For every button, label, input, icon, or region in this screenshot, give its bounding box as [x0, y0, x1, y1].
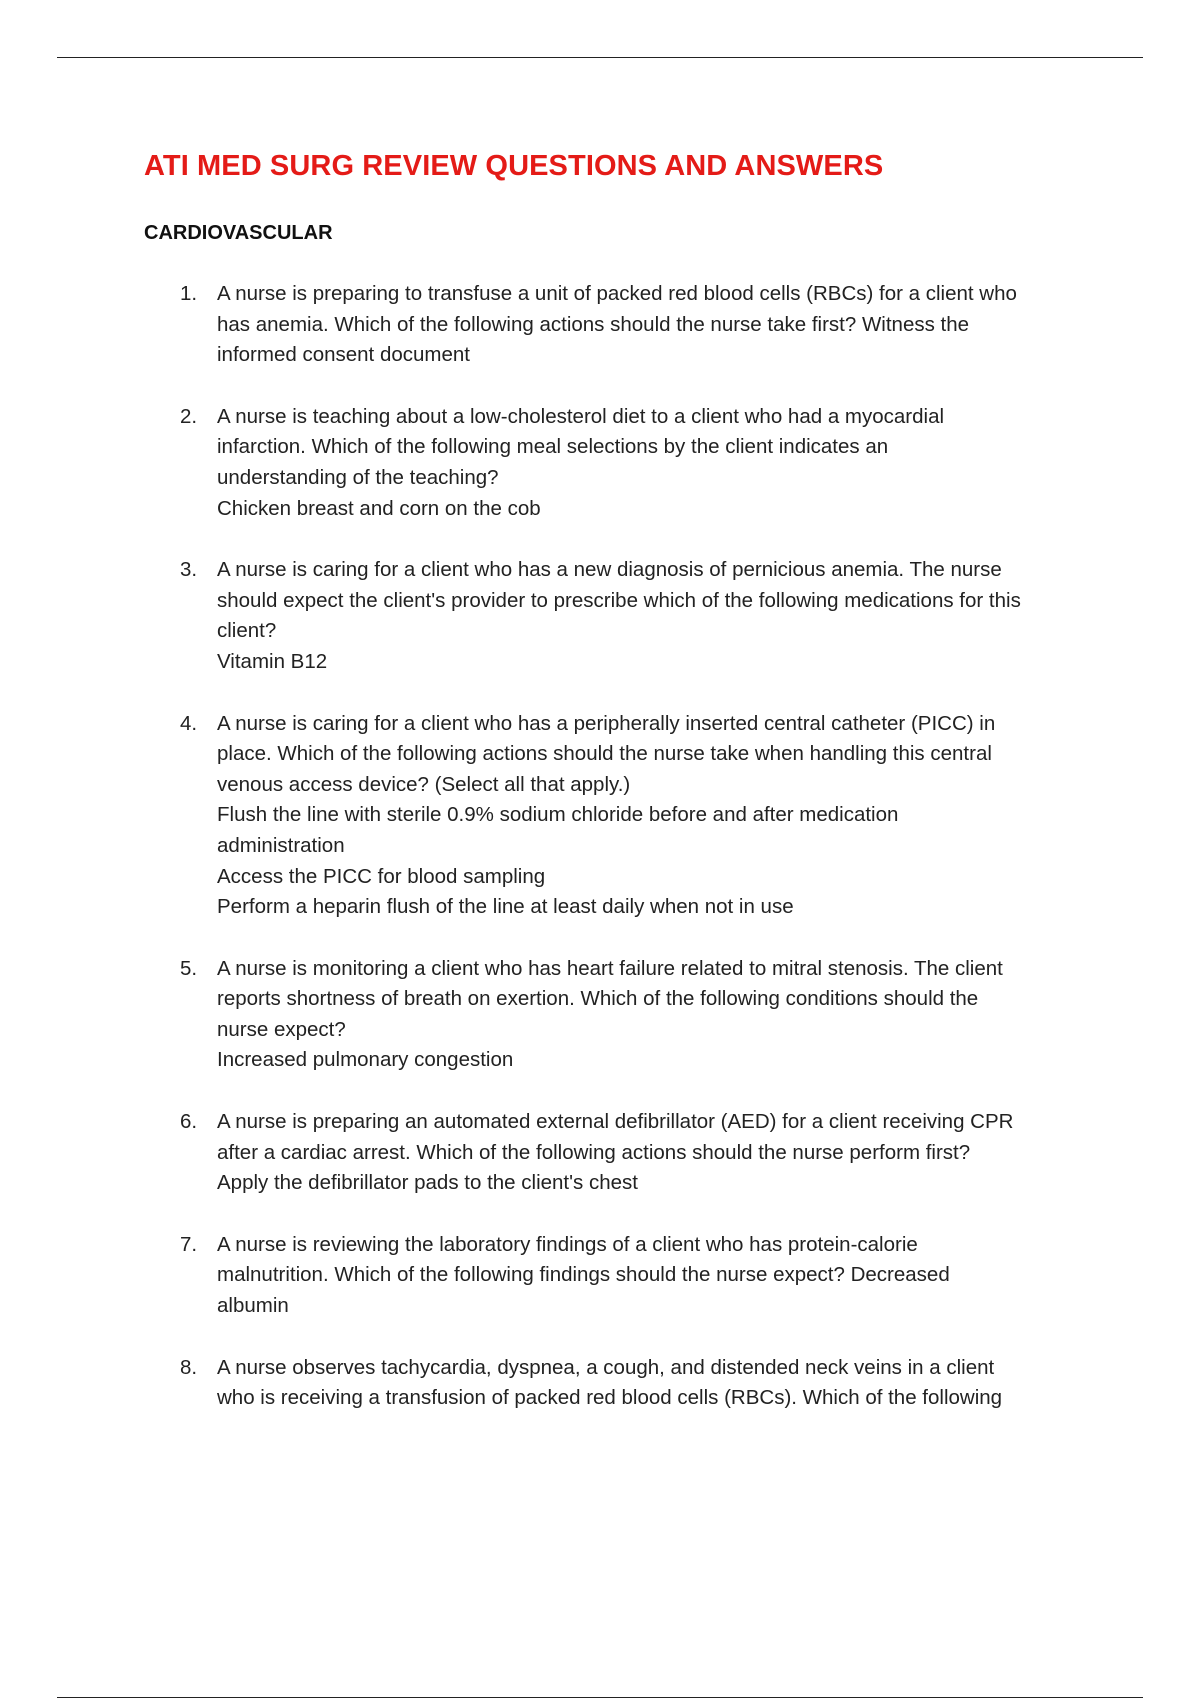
answer-line: Vitamin B12 [217, 649, 328, 673]
question-line: malnutrition. Which of the following findings should the nurse expect? Decreased [217, 1263, 950, 1287]
question-line: after a cardiac arrest. Which of the following actions should the nurse perform first? [217, 1140, 971, 1164]
question-line: who is receiving a transfusion of packed red blood cells (RBCs). Which of the following [217, 1386, 1003, 1410]
question-number: 7. [180, 1232, 198, 1256]
section-heading: CARDIOVASCULAR [144, 222, 333, 244]
question-number: 3. [180, 558, 198, 582]
question-item-5 [0, 954, 1200, 1076]
question-line: albumin [217, 1294, 289, 1318]
question-item-2 [0, 402, 1200, 524]
question-number: 5. [180, 956, 198, 980]
question-item-6 [0, 1107, 1200, 1199]
bottom-divider [57, 1697, 1143, 1698]
question-line: A nurse is reviewing the laboratory findings of a client who has protein-calorie [217, 1232, 918, 1256]
question-line: reports shortness of breath on exertion. Which of the following conditions should the [217, 987, 979, 1011]
answer-line: Increased pulmonary congestion [217, 1048, 514, 1072]
question-line: A nurse is preparing an automated external defibrillator (AED) for a client receiving CPR [217, 1110, 1014, 1134]
question-item-7 [0, 1230, 1200, 1322]
question-line: nurse expect? [217, 1017, 346, 1041]
answer-line: Access the PICC for blood sampling [217, 864, 546, 888]
question-list [0, 279, 1200, 1445]
question-number: 8. [180, 1355, 198, 1379]
question-line: A nurse is caring for a client who has a peripherally inserted central catheter (PICC) in [217, 711, 996, 735]
document-title: ATI MED SURG REVIEW QUESTIONS AND ANSWERS [144, 150, 884, 182]
question-line: informed consent document [217, 343, 470, 367]
question-item-3 [0, 555, 1200, 677]
question-number: 1. [180, 282, 198, 305]
question-line: should expect the client's provider to prescribe which of the following medications for this [217, 588, 1021, 612]
question-line: A nurse is preparing to transfuse a unit of packed red blood cells (RBCs) for a client who [217, 282, 1017, 305]
question-line: A nurse is teaching about a low-cholesterol diet to a client who had a myocardial [217, 404, 945, 428]
question-item-4 [0, 709, 1200, 923]
question-line: has anemia. Which of the following actions should the nurse take first? Witness the [217, 312, 970, 336]
question-number: 2. [180, 404, 198, 428]
question-line: infarction. Which of the following meal selections by the client indicates an [217, 435, 889, 459]
question-line: client? [217, 619, 277, 643]
question-line: place. Which of the following actions should the nurse take when handling this central [217, 742, 992, 766]
question-number: 4. [180, 711, 198, 735]
answer-line: Chicken breast and corn on the cob [217, 496, 541, 520]
question-line: A nurse is monitoring a client who has heart failure related to mitral stenosis. The client [217, 956, 1003, 980]
answer-line: administration [217, 833, 345, 857]
answer-line: Perform a heparin flush of the line at least daily when not in use [217, 895, 794, 919]
question-line: A nurse observes tachycardia, dyspnea, a cough, and distended neck veins in a client [217, 1355, 995, 1379]
question-item-8 [0, 1353, 1200, 1414]
question-line: understanding of the teaching? [217, 465, 499, 489]
question-number: 6. [180, 1110, 198, 1134]
answer-line: Apply the defibrillator pads to the client's chest [217, 1171, 638, 1195]
question-item-1 [0, 279, 1200, 371]
answer-line: Flush the line with sterile 0.9% sodium chloride before and after medication [217, 803, 899, 827]
question-line: A nurse is caring for a client who has a new diagnosis of pernicious anemia. The nurse [217, 558, 1002, 582]
top-divider [57, 57, 1143, 58]
question-line: venous access device? (Select all that apply.) [217, 772, 631, 796]
